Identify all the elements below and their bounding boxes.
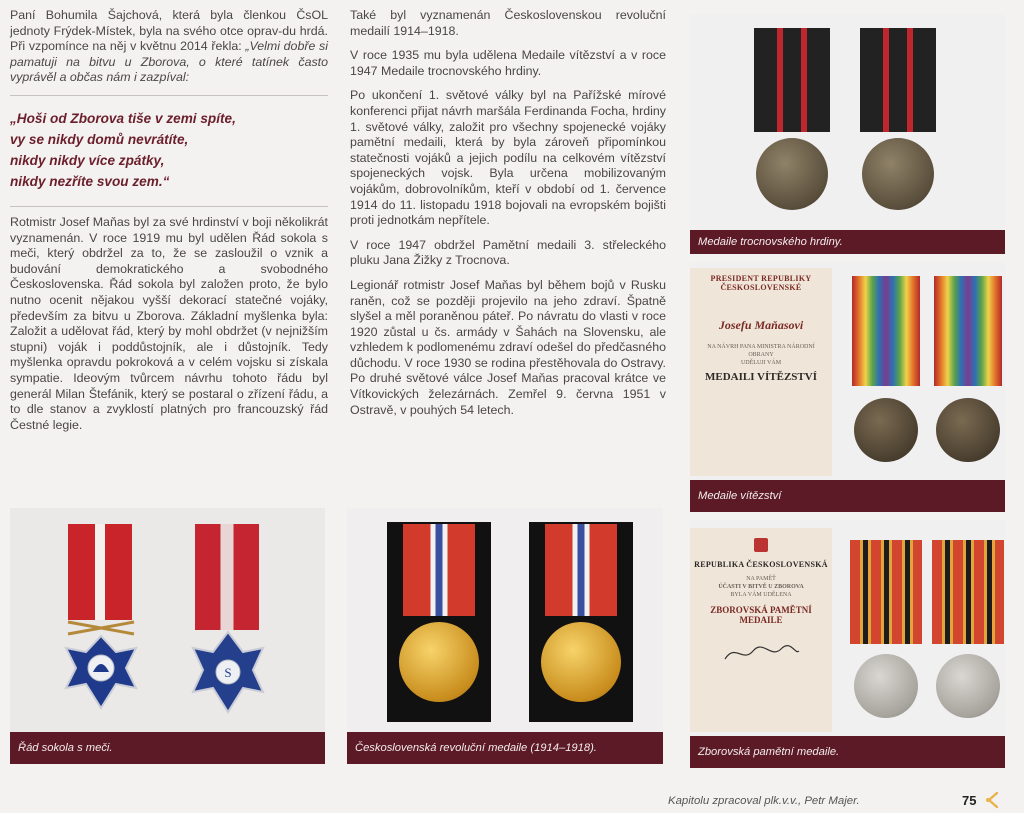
zborov-medal-photo [690, 520, 1005, 736]
silver-medal-reverse-icon [936, 654, 1000, 718]
paragraph: V roce 1947 obdržel Pamětní medaili 3. střeleckého pluku Jana Žižky z Trocnova. [350, 237, 666, 268]
victory-certificate [690, 268, 832, 476]
song-line: „Hoši od Zborova tiše v zemi spíte, [10, 110, 236, 126]
intro-paragraph [10, 8, 328, 86]
ribbon [545, 524, 617, 616]
victory-medal-reverse-icon [936, 398, 1000, 462]
certificate-line: NA PAMĚŤ [746, 576, 776, 582]
gold-medal-icon [399, 622, 479, 702]
ribbon [860, 28, 936, 132]
ribbon [403, 524, 475, 616]
revolution-medal-photo [347, 508, 663, 732]
ok-logo-icon [983, 791, 1003, 809]
bronze-medal-icon [756, 138, 828, 210]
certificate-title: MEDAILI VÍTĚZSTVÍ [705, 371, 817, 383]
song-line: nikdy nezříte svou zem.“ [10, 173, 170, 189]
ribbon [754, 28, 830, 132]
certificate-line: NA NÁVRH PANA MINISTRA NÁRODNÍ OBRANY [707, 344, 815, 358]
victory-medal-photo [690, 262, 1005, 480]
certificate-line: ÚČASTI V BITVĚ U ZBOROVA [718, 584, 804, 590]
ribbon [195, 524, 259, 630]
paragraph: Také byl vyznamenán Československou revoluční medailí 1914–1918. [350, 8, 666, 38]
paragraph: Legionář rotmistr Josef Maňas byl během bojů v Rusku raněn, což se později projevilo na jeho zdraví. Špatně slyšel a měl poraněnou páteř. Po návratu do vlasti v roce 1920 zůstal u čs. armády v Šahách na Slovensku, ale vzhledem k podlomenému zdraví odešel do předčasného důchodu. V roce 1930 se rodina přestěhovala do Ostravy. Po druhé světové válce Josef Maňas pracoval krátce ve Vítkovických železárnách. Zemřel 9. června 1951 v Ostravě, v pouhých 54 letech. [350, 277, 666, 417]
caption-revolution: Československá revoluční medaile (1914–1918). [347, 732, 663, 764]
sokol-order-photo [10, 508, 325, 732]
victory-medal-icon [854, 398, 918, 462]
sokol-paragraph: Rotmistr Josef Maňas byl za své hrdinství v boji několikrát vyznamenán. V roce 1919 mu byl udělen Řád sokola s meči, který obdržel za to, že se zasloužil o vznik a budování demokratického a svobodného Československa. Řád sokola byl založen proto, že bylo nutno ocenit nějakou vyšší dekorací statečné vojáky, především za bitvu u Zborova. Základní myšlenka byla: Založit a udělovat řád, který by mohl obdržet (v nejnižším stupni) voják i poddůstojník, ale i důstojník. Tedy myšlenka opravdu pokroková a v celém vojsku si získala sympatie. Ideovým tvůrcem návrhu tohoto řádu byl generál Milan Štefánik, který se postaral o zřízení řádu, a to dle stanov a zvyklostí platných pro francouzský řád Čestné legie. [10, 214, 328, 432]
page-number: 75 [962, 793, 977, 808]
zborov-ribbon [850, 540, 922, 644]
zborov-certificate [690, 528, 832, 732]
rainbow-ribbon [934, 276, 1002, 386]
trocnov-medal-photo [690, 14, 1005, 230]
text-column-left [10, 8, 328, 442]
sokol-cross-icon [60, 616, 142, 714]
certificate-header: REPUBLIKA ČESKOSLOVENSKÁ [694, 560, 828, 569]
certificate-name: Josefu Maňasovi [718, 318, 804, 332]
rainbow-ribbon [852, 276, 920, 386]
song-line: nikdy nikdy více zpátky, [10, 152, 165, 168]
gold-medal-reverse-icon [541, 622, 621, 702]
paragraph: V roce 1935 mu byla udělena Medaile vítězství a v roce 1947 Medaile trocnovského hrdiny. [350, 48, 666, 78]
caption-sokol: Řád sokola s meči. [10, 732, 325, 764]
caption-trocnov: Medaile trocnovského hrdiny. [690, 230, 1005, 254]
certificate-title: ZBOROVSKÁ PAMĚTNÍ MEDAILE [710, 605, 812, 625]
song-line: vy se nikdy domů nevrátíte, [10, 131, 189, 147]
author-credit: Kapitolu zpracoval plk.v.v., Petr Majer. [668, 795, 860, 807]
intro-quote: „Velmi dobře si pamatuji na bitvu u Zborova, o které tatínek často vyprávěl a občas nám i zazpíval: [10, 39, 328, 85]
zborov-ribbon [932, 540, 1004, 644]
song-quote [10, 108, 328, 192]
paragraph: Po ukončení 1. světové války byl na Pařížské mírové konferenci přijat návrh maršála Ferdinanda Focha, hrdiny 1. světové války, založit pro všechny spojenecké vojáky pamětní medaili, která by byla zároveň připomínkou statečnosti vojáků a jejich podílu na celkovém vítězství spojeneckých vojsk. Byla určena mobilizovaným vojákům, dobrovolníkům, kteří v období od 1. července 1914 do 11. listopadu 1918 bojovali na evropském bojišti proti jednotkám nepřítele. [350, 88, 666, 228]
certificate-line: UDĚLUJI VÁM [740, 360, 782, 366]
sokol-cross-reverse-icon [187, 626, 269, 718]
certificate-header: PRESIDENT REPUBLIKY ČESKOSLOVENSKÉ [710, 274, 812, 292]
state-emblem-icon [754, 538, 768, 552]
bronze-medal-reverse-icon [862, 138, 934, 210]
divider [10, 95, 328, 96]
divider [10, 206, 328, 207]
signature-icon [721, 641, 801, 665]
caption-victory: Medaile vítězství [690, 480, 1005, 512]
ribbon [68, 524, 132, 620]
silver-medal-icon [854, 654, 918, 718]
caption-zborov: Zborovská pamětní medaile. [690, 736, 1005, 768]
intro-text: Paní Bohumila Šajchová, která byla členkou ČsOL jednoty Frýdek-Místek, byla na svého otce oprav-du hrdá. Při vzpomínce na něj v květnu 2014 řekla: [10, 8, 328, 54]
text-column-middle [350, 8, 666, 427]
svg-text:S: S [224, 665, 232, 680]
certificate-line: BYLA VÁM UDĚLENA [730, 592, 792, 598]
